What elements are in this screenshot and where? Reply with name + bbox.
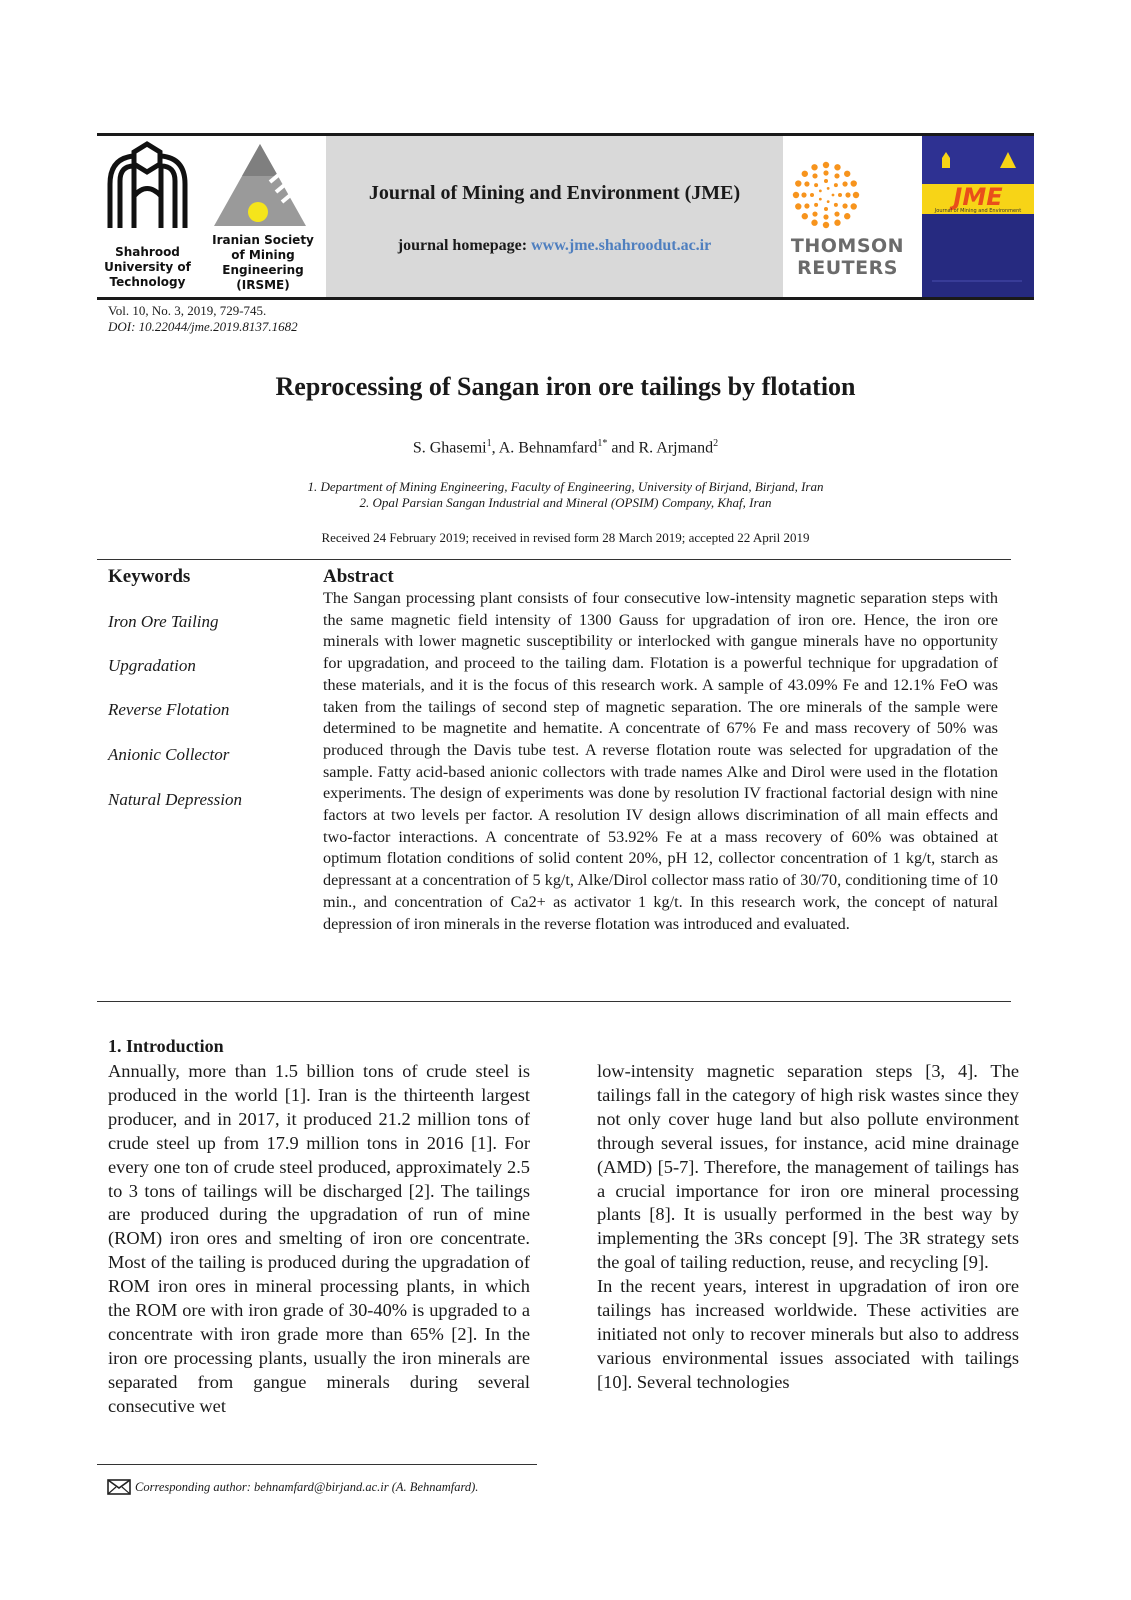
tr-dot bbox=[834, 220, 840, 226]
tr-dot bbox=[827, 200, 830, 203]
tr-dot bbox=[823, 214, 828, 219]
doi-text: DOI: 10.22044/jme.2019.8137.1682 bbox=[108, 319, 298, 334]
keyword-item: Upgradation bbox=[108, 656, 196, 675]
jme-cover-art bbox=[922, 136, 1034, 297]
tr-dot bbox=[844, 171, 850, 177]
author-name: S. Ghasemi bbox=[412, 439, 487, 457]
introduction-column-left: Annually, more than 1.5 billion tons of crude steel is produced in the world [1]. Iran is the thirteenth largest producer, and in 2017, it produced 21.2 million tons of crude steel up from 17.9 million tons in 2016 [1]. For every one ton of crude steel produced, approximately 2.5 to 3 tons of tailings will be discharged [2]. The tailings are produced during the upgradation of run of mine (ROM) iron ores and smelting of iron ore concentrate. Most of the tailing is produced during the upgradation of ROM iron ores in mineral processing plants, in which the ROM ore with iron grade of 30-40% is upgraded to a concentrate with iron grade more than 65% [2]. In the iron ore processing plants, usually the iron minerals are separated from gangue minerals during several consecutive wet bbox=[108, 1061, 530, 1416]
tr-dot bbox=[819, 198, 822, 201]
tr-dot bbox=[834, 183, 838, 187]
shahrood-caption-line: Shahrood bbox=[115, 245, 180, 259]
shahrood-caption-line: Technology bbox=[109, 275, 186, 289]
keyword-item: Iron Ore Tailing bbox=[108, 612, 219, 631]
tr-dot bbox=[844, 213, 850, 219]
journal-title-panel bbox=[326, 136, 783, 297]
volume-info: Vol. 10, No. 3, 2019, 729-745. bbox=[108, 303, 267, 318]
tr-dot bbox=[802, 171, 808, 177]
tr-dot bbox=[811, 220, 817, 226]
irsme-triangle-icon bbox=[208, 136, 318, 228]
tr-dot bbox=[812, 173, 817, 178]
tr-dot bbox=[824, 207, 828, 211]
tr-dot bbox=[851, 180, 857, 186]
author-name: A. Behnamfard bbox=[498, 439, 598, 457]
tr-dot bbox=[804, 203, 809, 208]
tr-dot bbox=[802, 213, 808, 219]
abstract-top-rule bbox=[97, 559, 1011, 560]
jme-cover-subtitle: Journal of Mining and Environment bbox=[934, 208, 1022, 214]
tr-dot bbox=[834, 203, 838, 207]
tr-dot bbox=[814, 203, 818, 207]
tr-dot bbox=[838, 193, 842, 197]
tr-dot bbox=[827, 187, 830, 190]
footnote-rule bbox=[97, 1464, 537, 1465]
tr-dot bbox=[795, 180, 801, 186]
tr-dot bbox=[834, 164, 840, 170]
tr-dot bbox=[823, 170, 828, 175]
doi[interactable] bbox=[108, 319, 298, 335]
author-affiliation-mark: 1* bbox=[597, 438, 608, 449]
jme-cover-logo: JME bbox=[953, 183, 1003, 211]
received-dates: Received 24 February 2019; received in revised form 28 March 2019; accepted 22 April 2019 bbox=[321, 530, 810, 545]
journal-homepage bbox=[326, 237, 783, 255]
tr-dot bbox=[834, 173, 839, 178]
irsme-caption-line: Iranian Society bbox=[212, 233, 314, 247]
tr-dot bbox=[823, 222, 829, 228]
abstract-heading: Abstract bbox=[323, 566, 394, 587]
thomson-reuters-dots-icon bbox=[785, 160, 910, 230]
tr-dot bbox=[845, 192, 850, 197]
shahrood-emblem-icon bbox=[100, 136, 195, 236]
shahrood-caption-line: University of bbox=[104, 260, 191, 274]
tr-dot bbox=[823, 162, 829, 168]
introduction-paragraph: low-intensity magnetic separation steps [3, 4]. The tailings fall in the category of high risk wastes since they not only cover huge land but also pollute environment through several issues, for instance, acid mine drainage (AMD) [5-7]. Therefore, the management of tailings has a crucial importance for iron ore mineral processing plants [8]. It is usually performed in the best way by implementing the 3Rs concept [9]. The 3R strategy sets the goal of tailing reduction, reuse, and recycling [9]. bbox=[597, 1061, 1019, 1273]
tr-dot bbox=[819, 189, 822, 192]
irsme-logo bbox=[208, 136, 318, 297]
tr-dot bbox=[853, 192, 859, 198]
tr-dot bbox=[832, 194, 835, 197]
jme-cover-image bbox=[922, 136, 1034, 297]
keyword-item: Reverse Flotation bbox=[108, 700, 230, 719]
thomson-text: THOMSON bbox=[790, 235, 905, 257]
irsme-caption-line: (IRSME) bbox=[236, 278, 290, 292]
affiliation-1: 1. Department of Mining Engineering, Faculty of Engineering, University of Birjand, Birjand, Iran bbox=[307, 479, 824, 494]
footnote-text: Corresponding author: behnamfard@birjand.ac.ir (A. Behnamfard). bbox=[135, 1479, 479, 1494]
envelope-icon bbox=[107, 1479, 131, 1495]
header-bottom-rule bbox=[97, 297, 1034, 300]
keyword-item: Natural Depression bbox=[108, 790, 242, 809]
homepage-label: journal homepage: bbox=[397, 237, 532, 254]
affiliation-2: 2. Opal Parsian Sangan Industrial and Mineral (OPSIM) Company, Khaf, Iran bbox=[359, 495, 772, 510]
keywords-heading: Keywords bbox=[108, 566, 191, 587]
abstract-text: The Sangan processing plant consists of four consecutive low-intensity magnetic separation steps with the same magnetic field intensity of 1300 Gauss for upgradation of iron ore. Hence, the iron ore minerals with lower magnetic susceptibility or interlocked with gangue minerals have no opportunity for upgradation, and proceed to the tailing dam. Flotation is a powerful technique for upgradation of these materials, and it is the focus of this research work. A sample of 43.09% Fe and 12.1% FeO was taken from the tailings of second step of magnetic separation. The ore minerals of the sample were determined to be magnetite and hematite. A concentrate of 67% Fe and mass recovery of 50% was produced through the Davis tube test. A reverse flotation route was selected for upgradation of the sample. Fatty acid-based anionic collectors with trade names Alke and Dirol were used in the flotation experiments. The design of experiments was done by resolution IV fractional factorial design with nine factors at two levels per factor. A resolution IV design allows discrimination of all main effects and two-factor interactions. A concentrate of 53.92% Fe at a mass recovery of 60% was obtained at optimum flotation conditions of solid content 20%, pH 12, collector concentration of 1 kg/t, starch as depressant at a concentration of 5 kg/t, Alke/Dirol collector mass ratio of 30/70, conditioning time of 10 min., and concentration of Ca2+ as activator 1 kg/t. In this research work, the concept of natural depression of iron minerals in the reverse flotation was introduced and evaluated. bbox=[323, 589, 998, 933]
homepage-link[interactable]: www.jme.shahroodut.ac.ir bbox=[531, 237, 712, 254]
tr-dot bbox=[814, 183, 818, 187]
tr-dot bbox=[842, 203, 847, 208]
tr-dot bbox=[811, 164, 817, 170]
reuters-text: REUTERS bbox=[797, 257, 898, 279]
abstract-bottom-rule bbox=[97, 1001, 1011, 1002]
tr-dot bbox=[834, 211, 839, 216]
section-heading-introduction: 1. Introduction bbox=[108, 1036, 224, 1056]
paper-title: Reprocessing of Sangan iron ore tailings by flotation bbox=[275, 372, 856, 401]
tr-dot bbox=[801, 192, 806, 197]
keyword-item: Anionic Collector bbox=[108, 745, 230, 764]
tr-dot bbox=[793, 192, 799, 198]
thomson-reuters-logo bbox=[785, 160, 910, 279]
corresponding-author-footnote bbox=[107, 1479, 478, 1495]
irsme-caption-line: Engineering bbox=[222, 263, 304, 277]
shahrood-university-logo bbox=[100, 136, 195, 297]
introduction-paragraph: In the recent years, interest in upgradation of iron ore tailings has increased worldwide. These activities are initiated not only to recover minerals but also to address various environmental issues associated with tailings [10]. Several technologies bbox=[597, 1276, 1019, 1392]
tr-dot bbox=[795, 203, 801, 209]
tr-dot bbox=[824, 179, 828, 183]
citation-block bbox=[108, 303, 298, 335]
affiliations bbox=[0, 479, 1131, 511]
tr-dot bbox=[842, 181, 847, 186]
journal-title: Journal of Mining and Environment (JME) bbox=[368, 182, 741, 204]
author-affiliation-mark: 2 bbox=[713, 438, 719, 449]
author-affiliation-mark: 1 bbox=[486, 438, 492, 449]
tr-dot bbox=[810, 193, 814, 197]
introduction-column-right bbox=[597, 1060, 1019, 1395]
tr-dot bbox=[804, 181, 809, 186]
author-name: R. Arjmand bbox=[638, 439, 714, 457]
author-list: S. Ghasemi$^1$, A. Behnamfard$^{1*}$ and R. Arjmand$^2$ bbox=[412, 438, 719, 457]
tr-dot bbox=[812, 211, 817, 216]
irsme-caption-line: of Mining bbox=[231, 248, 295, 262]
tr-dot bbox=[851, 203, 857, 209]
